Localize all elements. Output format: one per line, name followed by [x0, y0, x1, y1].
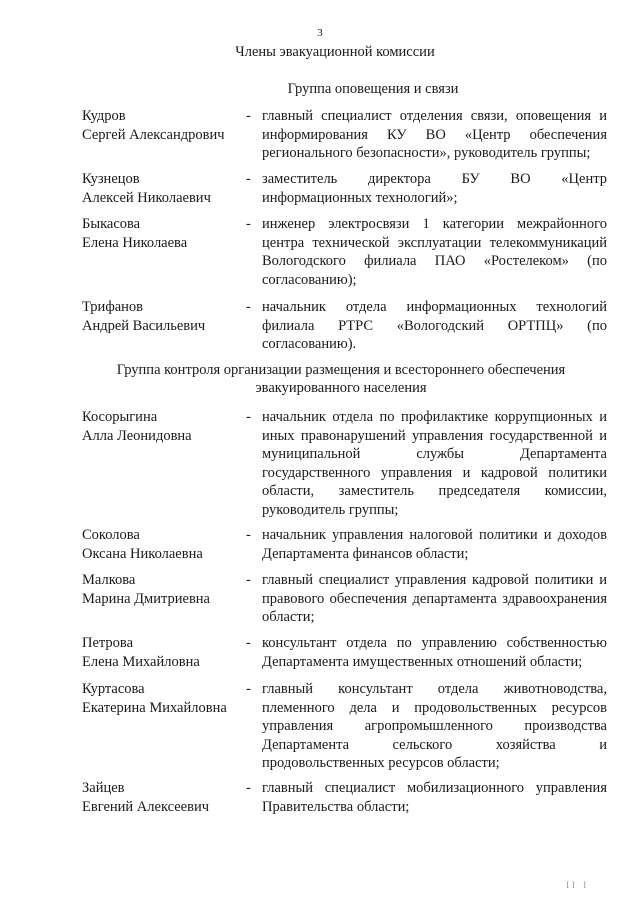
dash-separator: - [246, 635, 251, 651]
group-title-placement: Группа контроля организации размещения и всестороннего обеспечения эвакуированного населения [116, 362, 566, 396]
member-role: главный специалист управления кадровой политики и правового обеспечения департамента здравоохранения области; [262, 572, 607, 626]
dash-separator: - [246, 780, 251, 796]
dash-separator: - [246, 108, 251, 124]
dash-separator: - [246, 299, 251, 315]
member-name: Быкасова Елена Николаева [82, 216, 188, 251]
member-name: Петрова Елена Михайловна [82, 635, 200, 670]
document-title: Члены эвакуационной комиссии [235, 44, 435, 60]
member-role: начальник отдела информационных технологий филиала РТРС «Вологодский ОРТПЦ» (по согласованию). [262, 299, 607, 353]
member-name: Малкова Марина Дмитриевна [82, 572, 210, 607]
member-name: Кудров Сергей Александрович [82, 108, 225, 143]
group-title-notification: Группа оповещения и связи [287, 81, 459, 97]
member-role: главный консультант отдела животноводства, племенного дела и продовольственных ресурсов управления агропромышленного производства Департамента сельского хозяйства и продовольственных ресурсов области; [262, 681, 607, 772]
member-role: заместитель директора БУ ВО «Центр информационных технологий»; [262, 171, 607, 206]
member-role: начальник отдела по профилактике коррупционных и иных правонарушений управления государственной и муниципальной службы Департамента государственного управления и кадровой политики области, заместитель председателя комиссии, руководитель группы; [262, 409, 607, 518]
dash-separator: - [246, 572, 251, 588]
member-name: Куртасова Екатерина Михайловна [82, 681, 227, 716]
dash-separator: - [246, 409, 251, 425]
member-name: Косорыгина Алла Леонидовна [82, 409, 192, 444]
scan-mark: II I [566, 880, 590, 890]
dash-separator: - [246, 527, 251, 543]
member-name: Зайцев Евгений Алексеевич [82, 780, 210, 815]
page-number: 3 [317, 27, 323, 39]
member-name: Соколова Оксана Николаевна [82, 527, 203, 562]
member-role: инженер электросвязи 1 категории межрайонного центра технической эксплуатации телекоммуникаций Вологодского филиала ПАО «Ростелеком» (по согласованию); [262, 216, 607, 288]
member-role: главный специалист отделения связи, оповещения и информирования КУ ВО «Центр обеспечения регионального безопасности», руководитель группы; [262, 108, 607, 162]
member-name: Кузнецов Алексей Николаевич [82, 171, 211, 206]
member-role: консультант отдела по управлению собственностью Департамента имущественных отношений области; [262, 635, 607, 670]
member-role: начальник управления налоговой политики и доходов Департамента финансов области; [262, 527, 607, 562]
dash-separator: - [246, 681, 251, 697]
member-name: Трифанов Андрей Васильевич [82, 299, 206, 334]
dash-separator: - [246, 171, 251, 187]
dash-separator: - [246, 216, 251, 232]
member-role: главный специалист мобилизационного управления Правительства области; [262, 780, 607, 815]
